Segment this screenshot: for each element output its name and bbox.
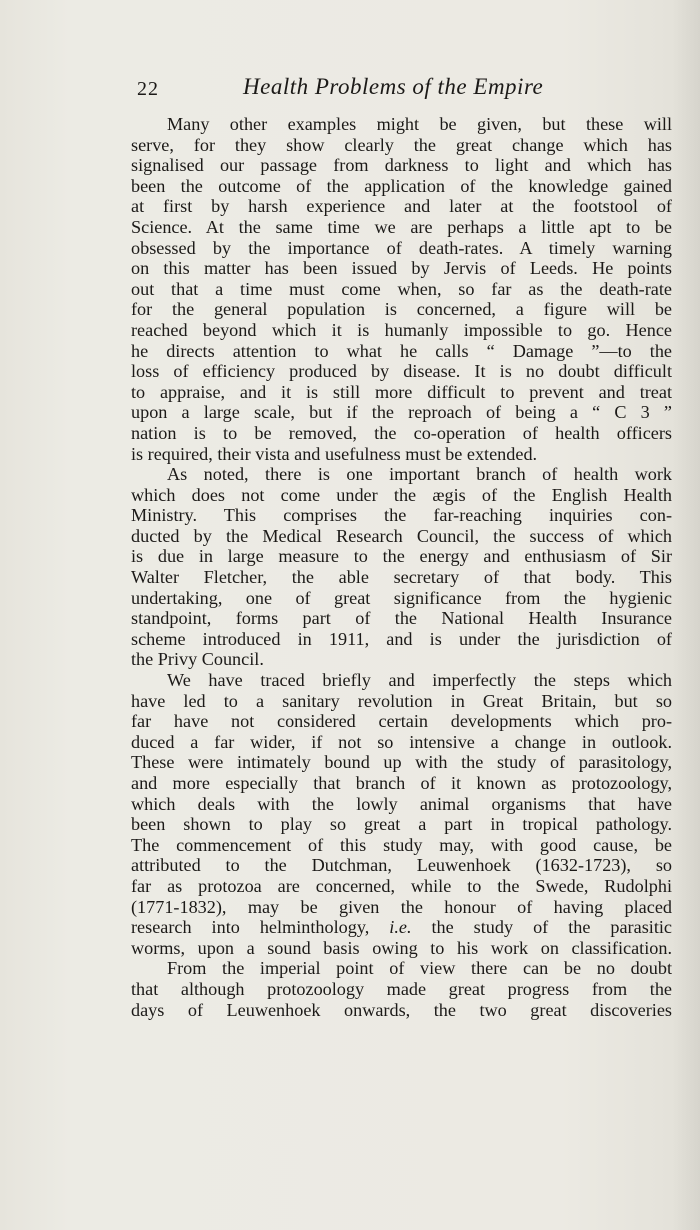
text-line: duced a far wider, if not so intensive a change in outlook. bbox=[131, 731, 672, 752]
text-line: on this matter has been issued by Jervis of Leeds. He points bbox=[131, 258, 672, 279]
page-number: 22 bbox=[137, 78, 159, 100]
text-line: which deals with the lowly animal organisms that have bbox=[131, 793, 672, 814]
text-line: Walter Fletcher, the able secretary of that body. This bbox=[131, 567, 672, 588]
text-line: scheme introduced in 1911, and is under the jurisdiction of bbox=[131, 628, 672, 649]
text-line: far have not considered certain developments which pro- bbox=[131, 711, 672, 732]
text-line: that although protozoology made great progress from the bbox=[131, 978, 672, 999]
text-line: he directs attention to what he calls “ Damage ”—to the bbox=[131, 340, 672, 361]
text-line: serve, for they show clearly the great change which has bbox=[131, 134, 672, 155]
text-line: undertaking, one of great significance from the hygienic bbox=[131, 587, 672, 608]
text-line: We have traced briefly and imperfectly the steps which bbox=[167, 670, 672, 691]
text-line: to appraise, and it is still more difficult to prevent and treat bbox=[131, 381, 672, 402]
text-line: worms, upon a sound basis owing to his work on classification. bbox=[131, 937, 672, 958]
text-line: reached beyond which it is humanly impossible to go. Hence bbox=[131, 319, 672, 340]
text-line: (1771-1832), may be given the honour of having placed bbox=[131, 896, 672, 917]
text-line: upon a large scale, but if the reproach of being a “ C 3 ” bbox=[131, 402, 672, 423]
text-line: is due in large measure to the energy and enthusiasm of Sir bbox=[131, 546, 672, 567]
text-line: out that a time must come when, so far as the death-rate bbox=[131, 278, 672, 299]
text-line: been the outcome of the application of the knowledge gained bbox=[131, 175, 672, 196]
text-line: As noted, there is one important branch of health work bbox=[167, 464, 672, 485]
text-line: From the imperial point of view there can be no doubt bbox=[167, 958, 672, 979]
text-line: ducted by the Medical Research Council, the success of which bbox=[131, 525, 672, 546]
page-header bbox=[137, 74, 677, 108]
text-line: the Privy Council. bbox=[131, 649, 264, 670]
text-line: research into helminthology, i.e. the study of the parasitic bbox=[131, 917, 672, 938]
text-line: for the general population is concerned, a figure will be bbox=[131, 299, 672, 320]
italic-abbreviation: i.e. bbox=[389, 917, 412, 938]
text-line: standpoint, forms part of the National Health Insurance bbox=[131, 608, 672, 629]
text-line: Science. At the same time we are perhaps a little apt to be bbox=[131, 216, 672, 237]
text-line: is required, their vista and usefulness must be extended. bbox=[131, 443, 538, 464]
text-line: obsessed by the importance of death-rates. A timely warning bbox=[131, 237, 672, 258]
text-line: Many other examples might be given, but these will bbox=[167, 114, 672, 134]
text-line: been shown to play so great a part in tropical pathology. bbox=[131, 814, 672, 835]
text-line: have led to a sanitary revolution in Great Britain, but so bbox=[131, 690, 672, 711]
text-line: far as protozoa are concerned, while to the Swede, Rudolphi bbox=[131, 875, 672, 896]
text-line: at first by harsh experience and later at the footstool of bbox=[131, 196, 672, 217]
text-line: signalised our passage from darkness to light and which has bbox=[131, 155, 672, 176]
text-line: attributed to the Dutchman, Leuwenhoek (1632-1723), so bbox=[131, 855, 672, 876]
text-line: Ministry. This comprises the far-reaching inquiries con- bbox=[131, 505, 672, 526]
text-line: loss of efficiency produced by disease. It is no doubt difficult bbox=[131, 361, 672, 382]
running-title: Health Problems of the Empire bbox=[243, 74, 544, 99]
text-line: The commencement of this study may, with good cause, be bbox=[131, 834, 672, 855]
text-line: These were intimately bound up with the study of parasitology, bbox=[131, 752, 672, 773]
text-line: and more especially that branch of it known as protozoology, bbox=[131, 773, 672, 793]
body-text bbox=[131, 114, 672, 1020]
text-line: days of Leuwenhoek onwards, the two great discoveries bbox=[131, 999, 672, 1020]
text-line: nation is to be removed, the co-operation of health officers bbox=[131, 422, 672, 443]
text-line: which does not come under the ægis of the English Health bbox=[131, 484, 672, 505]
